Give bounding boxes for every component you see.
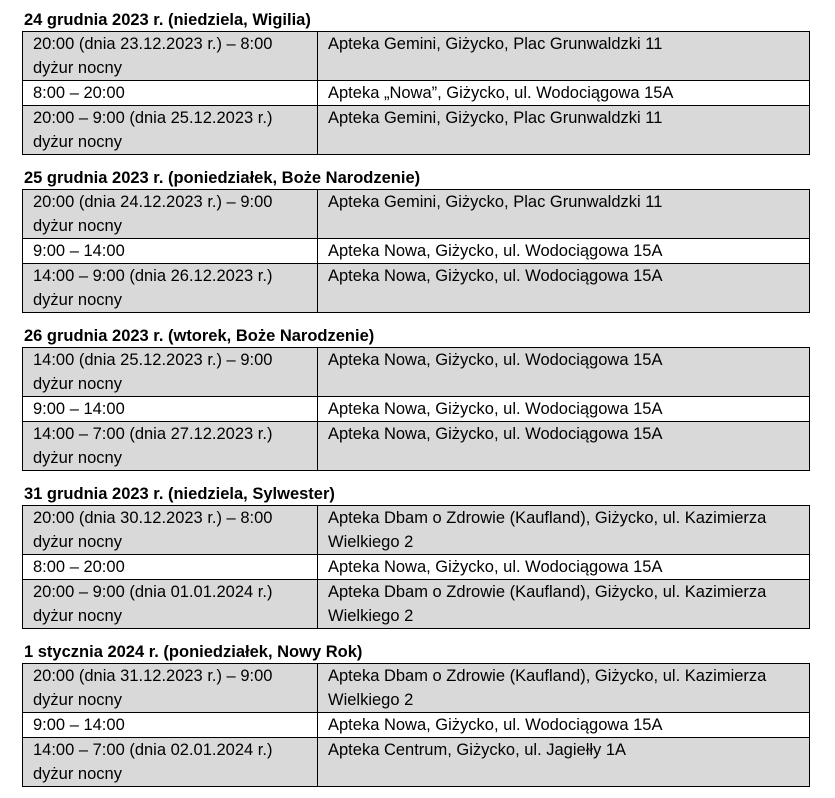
duty-hours-text: 20:00 (dnia 24.12.2023 r.) – 9:00 <box>33 193 273 211</box>
duty-hours-text: dyżur nocny <box>33 217 122 235</box>
duty-table <box>22 505 810 629</box>
pharmacy-cell <box>318 264 810 313</box>
pharmacy-text: Apteka Nowa, Giżycko, ul. Wodociągowa 15A <box>328 716 663 734</box>
duty-hours-text: 20:00 (dnia 23.12.2023 r.) – 8:00 <box>33 35 273 53</box>
pharmacy-cell <box>318 32 810 81</box>
day-heading: 1 stycznia 2024 r. (poniedziałek, Nowy Rok) <box>24 643 363 661</box>
pharmacy-text: Apteka Nowa, Giżycko, ul. Wodociągowa 15A <box>328 425 663 443</box>
pharmacy-cell <box>318 422 810 471</box>
day-section <box>22 167 810 313</box>
duty-table <box>22 663 810 787</box>
duty-hours-text: dyżur nocny <box>33 533 122 551</box>
duty-hours-cell <box>23 106 318 155</box>
duty-hours-cell <box>23 264 318 313</box>
day-heading: 24 grudnia 2023 r. (niedziela, Wigilia) <box>24 11 311 29</box>
duty-hours-text: dyżur nocny <box>33 765 122 783</box>
duty-hours-cell <box>23 555 318 580</box>
table-row <box>23 713 810 738</box>
duty-hours-text: 8:00 – 20:00 <box>33 558 125 576</box>
pharmacy-text: Apteka Nowa, Giżycko, ul. Wodociągowa 15A <box>328 351 663 369</box>
duty-hours-text: 9:00 – 14:00 <box>33 716 125 734</box>
pharmacy-text: Apteka Dbam o Zdrowie (Kaufland), Giżycko, ul. Kazimierza <box>328 583 767 601</box>
table-row <box>23 555 810 580</box>
duty-hours-text: dyżur nocny <box>33 291 122 309</box>
table-row <box>23 348 810 397</box>
duty-table <box>22 189 810 313</box>
pharmacy-cell <box>318 81 810 106</box>
day-heading: 25 grudnia 2023 r. (poniedziałek, Boże Narodzenie) <box>24 169 421 187</box>
pharmacy-cell <box>318 348 810 397</box>
pharmacy-text: Apteka Dbam o Zdrowie (Kaufland), Giżycko, ul. Kazimierza <box>328 667 767 685</box>
duty-hours-text: dyżur nocny <box>33 449 122 467</box>
duty-hours-text: dyżur nocny <box>33 59 122 77</box>
duty-hours-text: 20:00 (dnia 31.12.2023 r.) – 9:00 <box>33 667 273 685</box>
duty-hours-text: 14:00 – 7:00 (dnia 27.12.2023 r.) <box>33 425 273 443</box>
duty-hours-cell <box>23 738 318 787</box>
pharmacy-text: Apteka Gemini, Giżycko, Plac Grunwaldzki 11 <box>328 193 663 211</box>
pharmacy-text: Apteka Nowa, Giżycko, ul. Wodociągowa 15A <box>328 400 663 418</box>
pharmacy-cell <box>318 190 810 239</box>
duty-hours-text: dyżur nocny <box>33 375 122 393</box>
table-row <box>23 422 810 471</box>
day-section <box>22 9 810 155</box>
duty-hours-text: 20:00 (dnia 30.12.2023 r.) – 8:00 <box>33 509 273 527</box>
pharmacy-cell <box>318 397 810 422</box>
duty-hours-cell <box>23 239 318 264</box>
pharmacy-cell <box>318 713 810 738</box>
duty-hours-cell <box>23 397 318 422</box>
duty-hours-text: 8:00 – 20:00 <box>33 84 125 102</box>
table-row <box>23 239 810 264</box>
table-row <box>23 580 810 629</box>
day-section <box>22 641 810 787</box>
duty-hours-cell <box>23 190 318 239</box>
duty-hours-text: 14:00 – 9:00 (dnia 26.12.2023 r.) <box>33 267 273 285</box>
pharmacy-cell <box>318 555 810 580</box>
duty-hours-cell <box>23 32 318 81</box>
pharmacy-cell <box>318 106 810 155</box>
duty-hours-text: dyżur nocny <box>33 691 122 709</box>
pharmacy-text: Apteka Nowa, Giżycko, ul. Wodociągowa 15A <box>328 267 663 285</box>
duty-hours-cell <box>23 348 318 397</box>
duty-hours-text: 14:00 – 7:00 (dnia 02.01.2024 r.) <box>33 741 273 759</box>
table-row <box>23 397 810 422</box>
duty-hours-text: 9:00 – 14:00 <box>33 400 125 418</box>
pharmacy-text: Apteka „Nowa”, Giżycko, ul. Wodociągowa 15A <box>328 84 674 102</box>
pharmacy-text: Apteka Nowa, Giżycko, ul. Wodociągowa 15A <box>328 242 663 260</box>
pharmacy-text: Apteka Nowa, Giżycko, ul. Wodociągowa 15A <box>328 558 663 576</box>
table-row <box>23 664 810 713</box>
duty-hours-text: 20:00 – 9:00 (dnia 25.12.2023 r.) <box>33 109 273 127</box>
pharmacy-text: Wielkiego 2 <box>328 607 414 625</box>
pharmacy-text: Wielkiego 2 <box>328 533 414 551</box>
duty-table <box>22 31 810 155</box>
duty-hours-text: 9:00 – 14:00 <box>33 242 125 260</box>
pharmacy-cell <box>318 506 810 555</box>
table-row <box>23 81 810 106</box>
pharmacy-text: Apteka Gemini, Giżycko, Plac Grunwaldzki 11 <box>328 109 663 127</box>
table-row <box>23 264 810 313</box>
day-heading: 26 grudnia 2023 r. (wtorek, Boże Narodzenie) <box>24 327 375 345</box>
pharmacy-cell <box>318 239 810 264</box>
duty-hours-cell <box>23 580 318 629</box>
pharmacy-cell <box>318 580 810 629</box>
pharmacy-text: Apteka Gemini, Giżycko, Plac Grunwaldzki 11 <box>328 35 663 53</box>
table-row <box>23 106 810 155</box>
pharmacy-text: Apteka Centrum, Giżycko, ul. Jagiełły 1A <box>328 741 627 759</box>
duty-hours-cell <box>23 81 318 106</box>
duty-hours-cell <box>23 422 318 471</box>
day-section <box>22 483 810 629</box>
duty-hours-text: 14:00 (dnia 25.12.2023 r.) – 9:00 <box>33 351 273 369</box>
duty-hours-cell <box>23 506 318 555</box>
table-row <box>23 738 810 787</box>
duty-hours-text: dyżur nocny <box>33 133 122 151</box>
duty-hours-cell <box>23 664 318 713</box>
duty-hours-text: 20:00 – 9:00 (dnia 01.01.2024 r.) <box>33 583 273 601</box>
table-row <box>23 506 810 555</box>
duty-hours-cell <box>23 713 318 738</box>
day-section <box>22 325 810 471</box>
table-row <box>23 32 810 81</box>
table-row <box>23 190 810 239</box>
day-heading: 31 grudnia 2023 r. (niedziela, Sylwester) <box>24 485 335 503</box>
duty-hours-text: dyżur nocny <box>33 607 122 625</box>
pharmacy-text: Wielkiego 2 <box>328 691 414 709</box>
pharmacy-text: Apteka Dbam o Zdrowie (Kaufland), Giżycko, ul. Kazimierza <box>328 509 767 527</box>
duty-table <box>22 347 810 471</box>
pharmacy-cell <box>318 664 810 713</box>
pharmacy-cell <box>318 738 810 787</box>
